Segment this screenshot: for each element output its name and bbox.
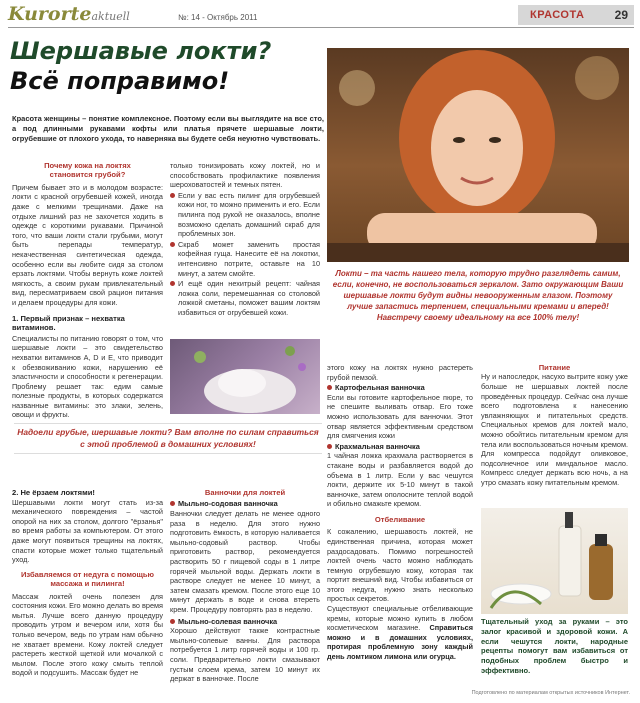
bleach-text-1: К сожалению, шершавость локтей, не единственная причина, которая может раздосадовать. Помимо погрешностей локтей очень часто можно наблюдать темную огрубевшую кожу, которая так портит внешний вид. Чтобы избавиться от этого недуга, нужно знать несколько простых секретов. <box>327 527 473 604</box>
column-3 <box>327 363 473 662</box>
salt-photo <box>170 339 320 414</box>
section-title: КРАСОТА <box>530 9 585 21</box>
nutrition-text: Ну и напоследок, насухо вытрите кожу уже больше не шершавых локтей после проведённых процедур. Сейчас она лучше всего подготовлена к нанесению увлажняющих и питательных средств. Специальных кремов для локтей мало, можно обойтись питательным кремом для тела или воспользоваться ночным кремом. Для компресса подойдут оливковое, подсолнечное или миндальное масло. Компресс следует держать всю ночь, а на утро смазать кожу питательным кремом. <box>481 372 628 487</box>
salt-illustration <box>170 339 320 414</box>
sign-heading: 1. Первый признак – нехватка витаминов. <box>12 313 125 333</box>
title-line-1: Шершавые локти? <box>10 37 272 65</box>
massage-text: Массаж локтей очень полезен для состояния кожи. Его можно делать во время мытья. Лучше всего данную процедуру проводить утром и вечером или, хотя бы только вечером, ведь по утрам нам обычно не хватает времени. Кожу локтей следует растереть жесткой щеткой или мочалкой с мылом. После этого кожу смыть теплой водой и подсушить. Массаж будет не <box>12 591 163 678</box>
potato-bath-text: Если вы готовите картофельное пюре, то не спешите выливать отвар. Его тоже можно использовать для ванночки. Этот отвар является эффективным средством для смягчения кожи <box>327 392 473 441</box>
why-text: Причем бывает это и в молодом возрасте: локти с красной огрубевшей кожей, иногда даже с мелкими трещинами. Даже на отдыхе лишний раз не захочется ходить в одежде с короткими рукавами. Причиной того, что ваши локти стали грубыми, могут быть перепады температур, некачественная синтетическая одежда, особенно если вы любите сидя за столом ерзать локтями. Чтобы вернуть коже локтей мягкость, а своим рукам привлекательный вид, пересматриваем свой рацион питания и делаем процедуры для кожи. <box>12 182 163 307</box>
starch-bath-title: Крахмальная ванночка <box>327 442 473 452</box>
column-2 <box>170 161 320 318</box>
potato-bath-title: Картофельная ванночка <box>327 383 473 393</box>
starch-bath-text: 1 чайная ложка крахмала растворяется в стакане воды и разбавляется водой до объема в 1 литр. Если у вас чешутся локти, держите их 5-10 минут в такой ванночке, затем ополосните теплой водой и обильно смажьте кремом. <box>327 451 473 509</box>
soda-bath-text: Ванночки следует делать не менее одного раза в неделю. Для этого нужно подготовить ёмкость, в которую наливается мыльно-содовый раствор. Чтобы приготовить раствор, рекомендуется растворить 50 г пищевой соды в 1 литре горячей мыльной воды. Держать локти в растворе следует не менее 10 минут, а затем смазать кремом. После этого еще 10 минут держать в воде и снова втереть крем. Процедуру повторять раз в неделю. <box>170 509 320 614</box>
salt-bath-title: Мыльно-солевая ванночка <box>170 617 320 627</box>
bleach-text-2-plain: Существуют специальные отбеливающие кремы, которые можно купить в любом косметическом магазине. <box>327 604 473 633</box>
tip-salt-cream: И ещё один нехитрый рецепт: чайная ложка соли, перемешанная со столовой ложкой сметаны, поможет вашим локтям избавиться от огрубевшей кожи. <box>170 279 320 317</box>
photo-quote: Локти – та часть нашего тела, которую трудно разглядеть самим, если, конечно, не воспользоваться зеркалом. Зато окружающим Ваши шершавые локти будут видны невооруженным глазом. Поэтому лучше запастись терпением, специальными кремами и вперед! Навстречу своему идеальному на все 100% телу! <box>332 269 624 322</box>
col3-text: этого кожу на локтях нужно растереть грубой пемзой. <box>327 363 473 382</box>
massage-heading: Избавляемся от недуга с помощью массажа и пилинга! <box>20 569 155 589</box>
column-1-bottom <box>12 488 163 678</box>
mid-quote: Надоели грубые, шершавые локти? Вам вполне по силам справиться с этой проблемой в домашних условиях! <box>14 423 322 454</box>
section-band <box>518 5 634 25</box>
soda-bath-title: Мыльно-содовая ванночка <box>170 499 320 509</box>
col2-text: только тонизировать кожу локтей, но и способствовать профилактике появления шероховатостей и темных пятен. <box>170 161 320 190</box>
article-title <box>10 36 330 96</box>
logo <box>8 3 130 25</box>
page-number: 29 <box>614 8 628 22</box>
cream-illustration <box>481 508 628 614</box>
portrait-illustration <box>327 48 629 262</box>
elbow-text: Шершавыми локти могут стать из-за механического повреждения – частой опорой на них за столом, долгого "ёрзанья" во время работы за компьютером. От этого даже могут появиться трещины на локтях, спасти которые может только тщательный уход. <box>12 497 163 565</box>
nutrition-heading: Питание <box>538 363 571 372</box>
bleach-bold: Справиться можно и в домашних условиях, протирая проблемную зону каждый день ломтиком лимона или огурца. <box>327 623 473 662</box>
sign-text: Специалисты по питанию говорят о том, что шершавые локти – это свидетельство нехватки витаминов А, D и Е, что приводит к обезвоживанию кожи, нарушению её эластичности и способности к регенерации. Проблему решает так: едим самые полезные продукты, в которых содержатся названные витамины: это злаки, зелень, овощи и фрукты. <box>12 333 163 420</box>
closing-text: Тщательный уход за руками – это залог красивой и здоровой кожи. А если чешутся локти, народные рецепты помогут вам избавиться от подобных проблем быстро и эффективно. <box>481 617 628 675</box>
why-heading: Почему кожа на локтях становится грубой? <box>44 161 131 180</box>
footer-note: Подготовлено по материалам открытых источников Интернет. <box>471 690 630 696</box>
masthead <box>8 2 634 28</box>
elbow-heading: 2. Не ёрзаем локтями! <box>12 488 95 497</box>
salt-bath-text: Хорошо действуют также контрастные мыльно-солевые ванны. Для раствора потребуется 1 литр горячей воды и 100 гр. соли. Предварительно локти смазывают густым слоем крема, затем 10 минут их держат в ванночке. После <box>170 626 320 684</box>
logo-script: aktuell <box>91 10 130 23</box>
logo-main: Kurorte <box>8 3 92 25</box>
tip-coffee: Скраб может заменить простая кофейная гуща. Нанесите её на локотки, интенсивно потрите, оставьте на 10 минут, а затем смойте. <box>170 240 320 278</box>
bleach-text-2 <box>327 604 473 662</box>
title-line-2: Всё поправимо! <box>10 67 230 95</box>
issue-info: №: 14 - Октябрь 2011 <box>178 13 258 22</box>
column-1 <box>12 161 163 420</box>
baths-heading: Ванночки для локтей <box>204 488 286 497</box>
lead-paragraph: Красота женщины – понятие комплексное. Поэтому если вы выглядите на все сто, а под длинными рукавами кофты или платья прячете шершавые локти, огрубевшие от плохого ухода, то наверняка вы будете себя неуютно чувствовать. <box>12 114 324 143</box>
tip-peeling: Если у вас есть пилинг для огрубевшей кожи ног, то можно применить и его. Если пилинга под рукой не оказалось, вполне возможно сделать домашний скраб для проблемных зон. <box>170 191 320 239</box>
portrait-photo <box>327 48 629 262</box>
cream-photo <box>481 508 628 614</box>
baths-section <box>170 488 320 684</box>
column-4 <box>481 363 628 488</box>
bleach-heading: Отбеливание <box>374 514 426 524</box>
